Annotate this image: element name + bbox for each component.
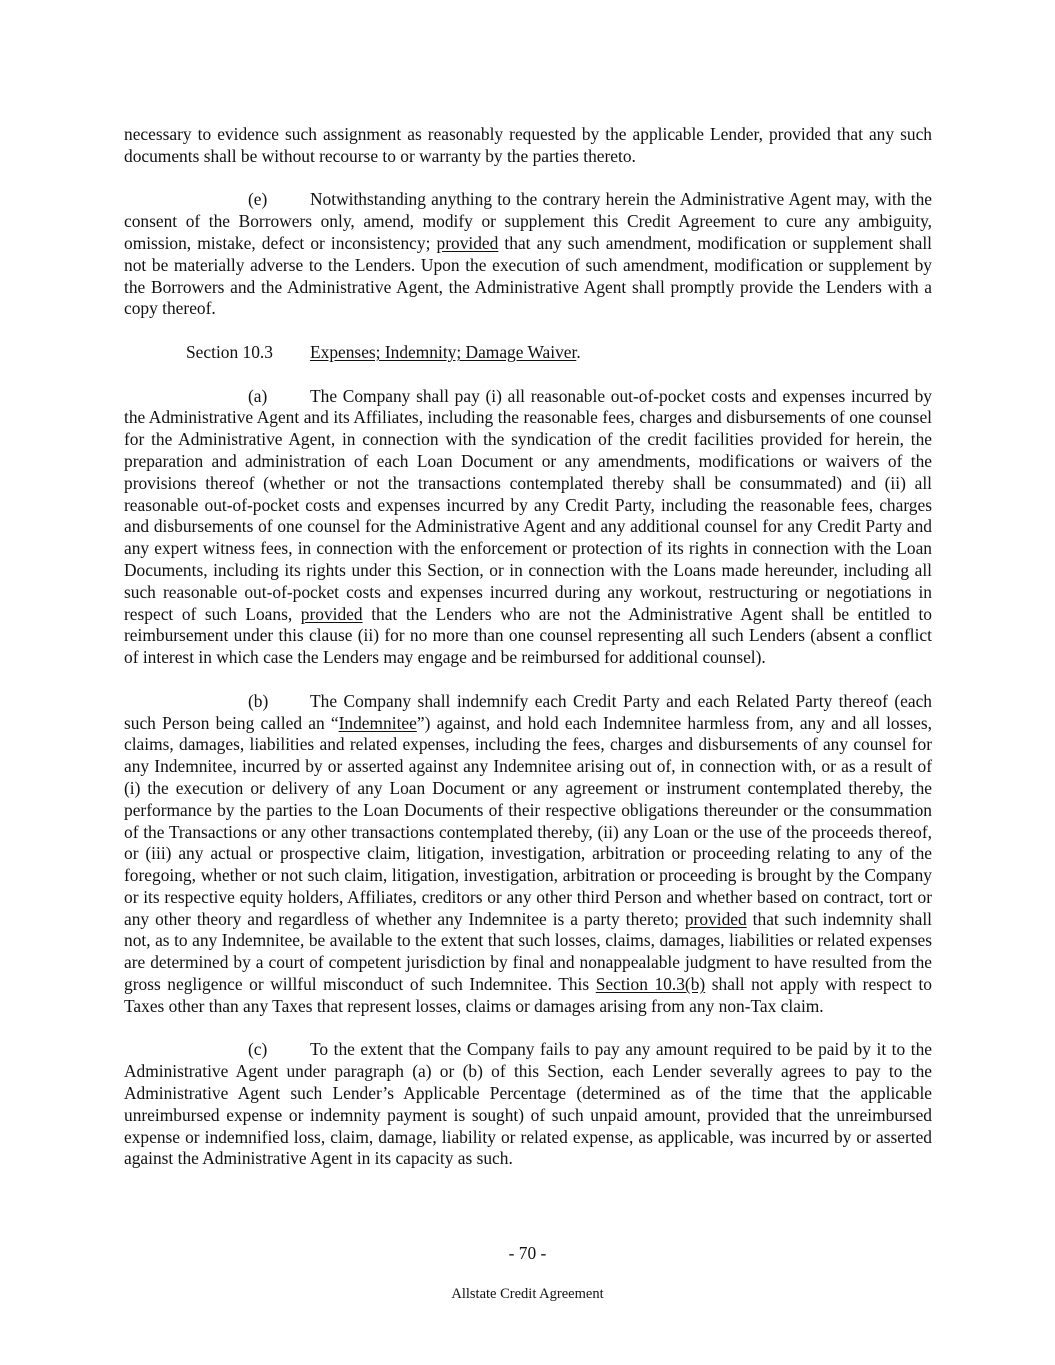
paragraph-text: The Company shall pay (i) all reasonable out-of-pocket costs and expenses incurred by the Administrative Agent and its Affiliates, including the reasonable fees, charges and disbursements of one counsel for the Administrative Agent, in connection with the syndication of the credit facilities provided for herein, the preparation and administration of each Loan Document or any amendments, modifications or waivers of the provisions thereof (whether or not the transactions contemplated thereby shall be consummated) and (ii) all reasonable out-of-pocket costs and expenses incurred by any Credit Party, including the reasonable fees, charges and disbursements of one counsel for the Administrative Agent and any additional counsel for any Credit Party and any expert witness fees, in connection with the enforcement or protection of its rights in connection with the Loan Documents, including its rights under this Section, or in connection with the Loans made hereunder, including all such reasonable out-of-pocket costs and expenses incurred during any workout, restructuring or negotiations in respect of such Loans, <box>124 385 932 624</box>
paragraph-marker: (e) <box>248 189 268 210</box>
section-heading <box>186 342 932 364</box>
defined-term-provided: provided <box>436 232 499 253</box>
section-number: Section 10.3 <box>186 341 273 362</box>
defined-term-indemnitee: Indemnitee <box>338 712 417 733</box>
paragraph-b <box>124 691 932 1018</box>
paragraph-e <box>124 189 932 320</box>
defined-term-provided: provided <box>684 908 747 929</box>
section-title-period: . <box>576 341 581 362</box>
page-number: - 70 - <box>508 1243 547 1263</box>
paragraph-marker: (a) <box>248 385 268 406</box>
paragraph-text: that such indemnity shall not, as to any Indemnitee, be available to the extent that such losses, claims, damages, liabilities or related expenses are determined by a court of competent jurisdiction by final and nonappealable judgment to have resulted from the gross negligence or willful misconduct of such Indemnitee. This <box>124 908 933 995</box>
paragraph-text: The Company shall indemnify each Credit Party and each Related Party thereof (each such Person being called an “ <box>124 690 932 733</box>
paragraph-text: necessary to evidence such assignment as reasonably requested by the applicable Lender, provided that any such documents shall be without recourse to or warranty by the parties thereto. <box>124 124 932 166</box>
document-body <box>124 124 932 1192</box>
paragraph-continuation <box>124 124 932 168</box>
paragraph-text: To the extent that the Company fails to pay any amount required to be paid by it to the Administrative Agent under paragraph (a) or (b) of this Section, each Lender severally agrees to pay to the Administrative Agent such Lender’s Applicable Percentage (determined as of the time that the applicable unreimbursed expense or indemnity payment is sought) of such unpaid amount, provided that the unreimbursed expense or indemnified loss, claim, damage, liability or related expense, as applicable, was incurred by or asserted against the Administrative Agent in its capacity as such. <box>124 1039 932 1169</box>
paragraph-text: that any such amendment, modification or supplement shall not be materially adverse to the Lenders. Upon the execution of such amendment, modification or supplement by the Borrowers and the Administrative Agent, the Administrative Agent shall promptly provide the Lenders with a copy thereof. <box>124 232 932 319</box>
paragraph-text: Notwithstanding anything to the contrary herein the Administrative Agent may, with the consent of the Borrowers only, amend, modify or supplement this Credit Agreement to cure any ambiguity, omission, mistake, defect or inconsistency; <box>124 189 932 253</box>
paragraph-a <box>124 386 932 669</box>
defined-term-provided: provided <box>300 603 363 624</box>
paragraph-text: shall not apply with respect to Taxes other than any Taxes that represent losses, claims or damages arising from any non-Tax claim. <box>124 974 932 1016</box>
paragraph-marker: (b) <box>248 690 269 711</box>
paragraph-text: ”) against, and hold each Indemnitee harmless from, any and all losses, claims, damages, liabilities and related expenses, including the fees, charges and disbursements of any counsel for any Indemnitee, incurred by or asserted against any Indemnitee arising out of, in connection with, or as a result of (i) the execution or delivery of any Loan Document or any agreement or instrument contemplated thereby, the performance by the parties to the Loan Documents of their respective obligations thereunder or the consummation of the Transactions or any other transactions contemplated thereby, (ii) any Loan or the use of the proceeds thereof, or (iii) any actual or prospective claim, litigation, investigation, arbitration or proceeding relating to any of the foregoing, whether or not such claim, litigation, investigation, arbitration or proceeding is brought by the Company or its respective equity holders, Affiliates, creditors or any other third Person and whether based on contract, tort or any other theory and regardless of whether any Indemnitee is a party thereto; <box>124 712 932 929</box>
section-reference: Section 10.3(b) <box>595 974 706 995</box>
paragraph-text: that the Lenders who are not the Administrative Agent shall be entitled to reimbursement under this clause (ii) for no more than one counsel representing all such Lenders (absent a conflict of interest in which case the Lenders may engage and be reimbursed for additional counsel). <box>124 603 932 668</box>
paragraph-c <box>124 1039 932 1170</box>
document-footer: Allstate Credit Agreement <box>451 1286 604 1302</box>
section-title: Expenses; Indemnity; Damage Waiver <box>310 341 577 362</box>
paragraph-marker: (c) <box>248 1039 268 1060</box>
